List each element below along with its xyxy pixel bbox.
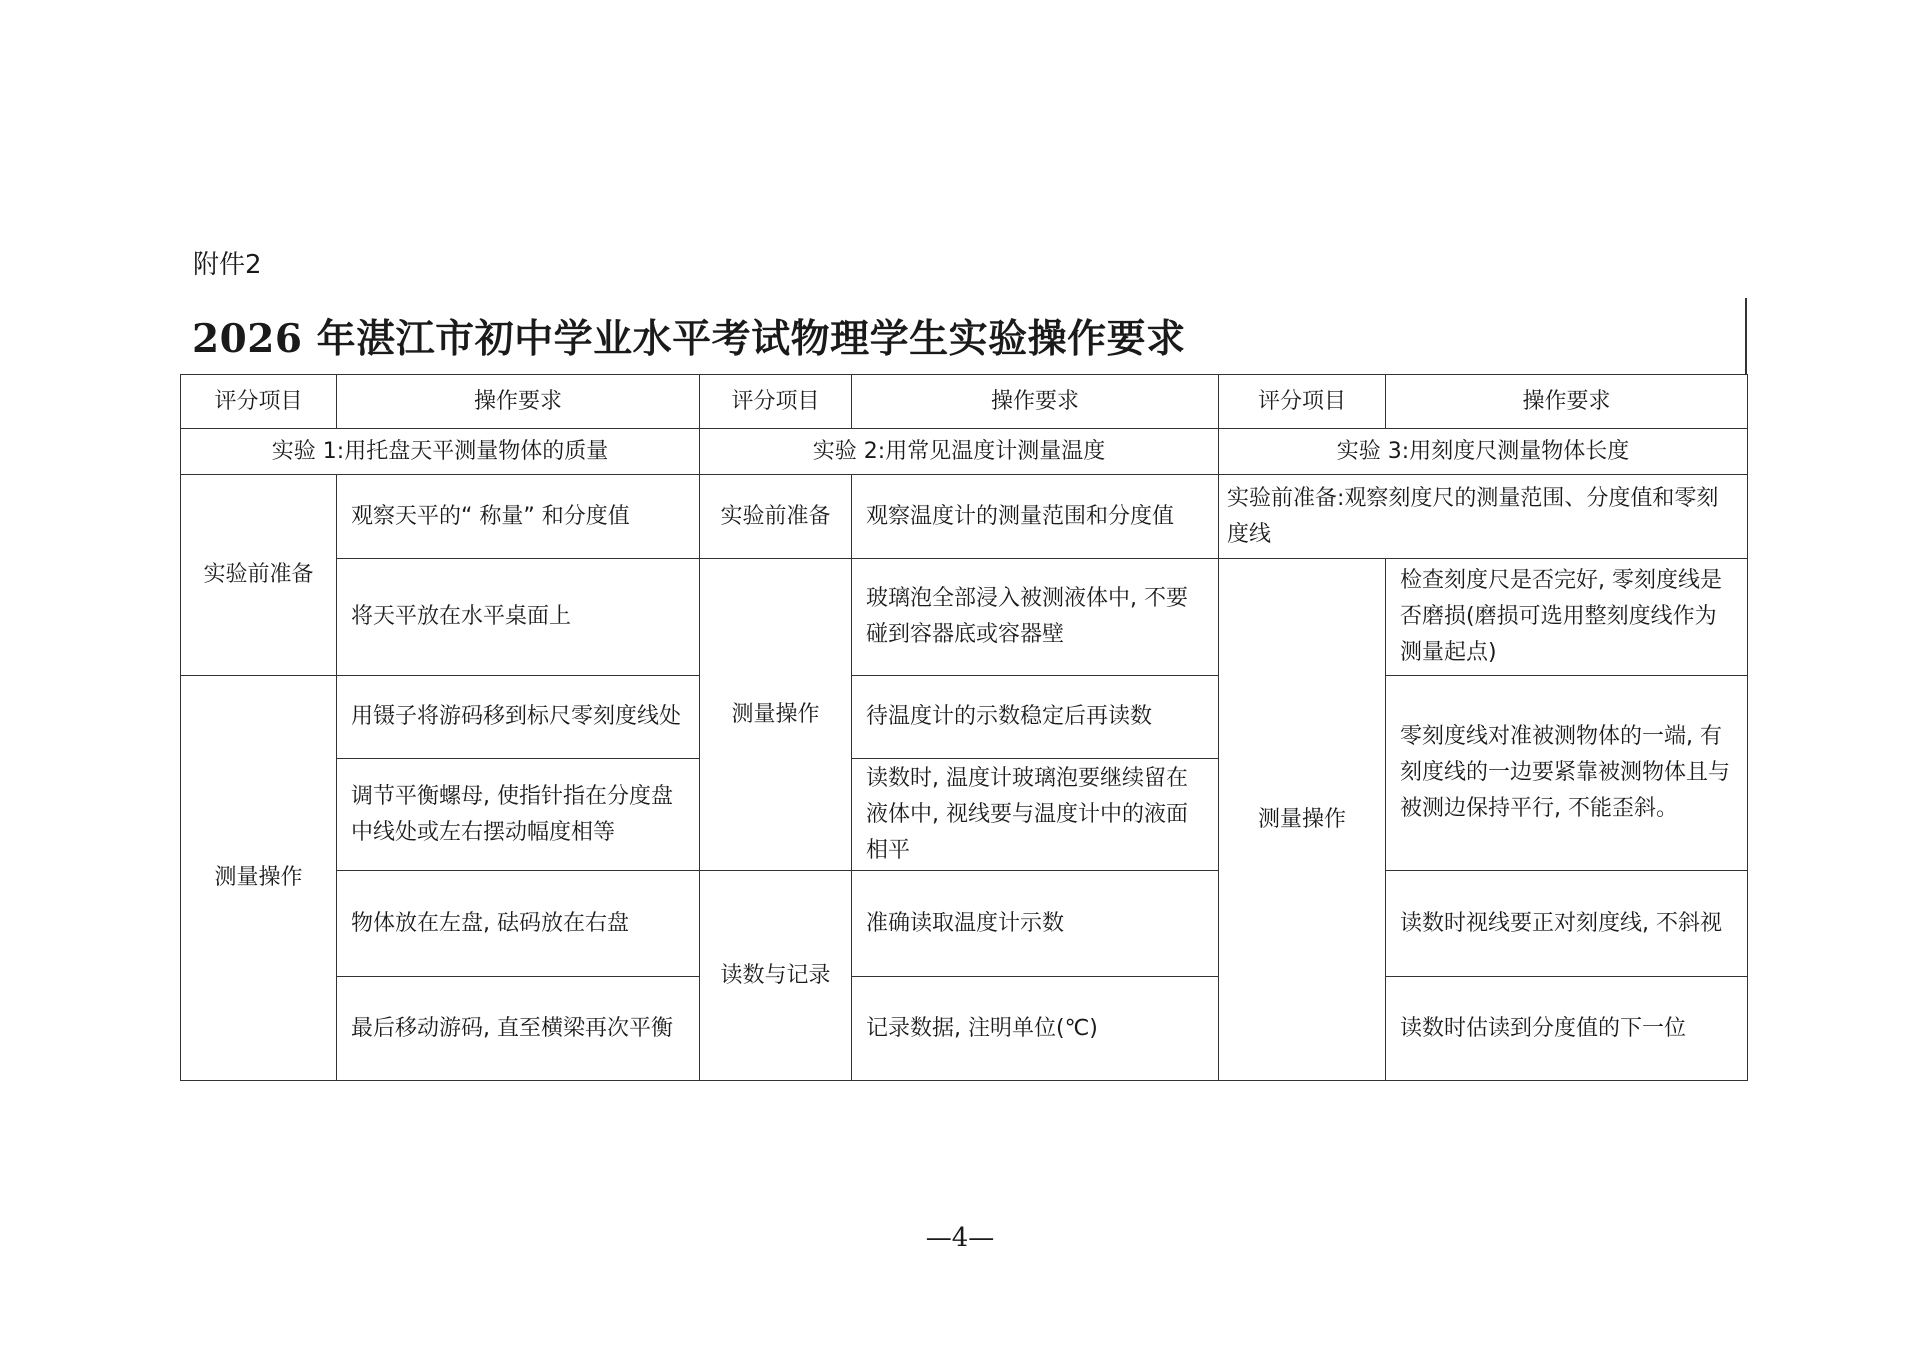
exp1-req-5: 物体放在左盘, 砝码放在右盘 <box>337 871 700 977</box>
exp2-req-4: 读数时, 温度计玻璃泡要继续留在液体中, 视线要与温度计中的液面相平 <box>852 759 1219 871</box>
page-number: —4— <box>925 1223 995 1253</box>
exp1-measure-label: 测量操作 <box>181 676 337 1081</box>
exp1-prep-label: 实验前准备 <box>181 475 337 676</box>
table-row <box>181 559 1748 676</box>
experiment-3-title: 实验 3:用刻度尺测量物体长度 <box>1219 429 1748 475</box>
exp3-prep: 实验前准备:观察刻度尺的测量范围、分度值和零刻度线 <box>1219 475 1748 559</box>
exp3-req-4: 读数时估读到分度值的下一位 <box>1386 977 1748 1081</box>
exp3-req-2: 零刻度线对准被测物体的一端, 有刻度线的一边要紧靠被测物体且与被测边保持平行, 不能歪斜。 <box>1386 676 1748 871</box>
header-operation-req: 操作要求 <box>1386 375 1748 429</box>
exp2-measure-label: 测量操作 <box>700 559 852 871</box>
exp3-measure-label: 测量操作 <box>1219 559 1386 1081</box>
exp2-prep-label: 实验前准备 <box>700 475 852 559</box>
exp1-req-1: 观察天平的“ 称量” 和分度值 <box>337 475 700 559</box>
header-scoring-item: 评分项目 <box>700 375 852 429</box>
exp2-req-1: 观察温度计的测量范围和分度值 <box>852 475 1219 559</box>
exp1-req-6: 最后移动游码, 直至横梁再次平衡 <box>337 977 700 1081</box>
table-row <box>181 871 1748 977</box>
header-operation-req: 操作要求 <box>852 375 1219 429</box>
exp1-req-4: 调节平衡螺母, 使指针指在分度盘中线处或左右摆动幅度相等 <box>337 759 700 871</box>
header-operation-req: 操作要求 <box>337 375 700 429</box>
requirements-table <box>180 374 1748 1081</box>
table-row <box>181 676 1748 759</box>
exp1-req-3: 用镊子将游码移到标尺零刻度线处 <box>337 676 700 759</box>
table-row <box>181 977 1748 1081</box>
header-scoring-item: 评分项目 <box>181 375 337 429</box>
experiment-2-title: 实验 2:用常见温度计测量温度 <box>700 429 1219 475</box>
exp2-req-2: 玻璃泡全部浸入被测液体中, 不要碰到容器底或容器壁 <box>852 559 1219 676</box>
table-row <box>181 475 1748 559</box>
exp2-req-6: 记录数据, 注明单位(℃) <box>852 977 1219 1081</box>
exp1-req-2: 将天平放在水平桌面上 <box>337 559 700 676</box>
table-header-row <box>181 375 1748 429</box>
exp3-req-3: 读数时视线要正对刻度线, 不斜视 <box>1386 871 1748 977</box>
attachment-label: 附件2 <box>193 250 262 280</box>
experiment-title-row <box>181 429 1748 475</box>
exp2-req-3: 待温度计的示数稳定后再读数 <box>852 676 1219 759</box>
experiment-1-title: 实验 1:用托盘天平测量物体的质量 <box>181 429 700 475</box>
exp2-req-5: 准确读取温度计示数 <box>852 871 1219 977</box>
exp3-req-1: 检查刻度尺是否完好, 零刻度线是否磨损(磨损可选用整刻度线作为测量起点) <box>1386 559 1748 676</box>
document-title: 2026 年湛江市初中学业水平考试物理学生实验操作要求 <box>192 316 1186 362</box>
exp2-record-label: 读数与记录 <box>700 871 852 1081</box>
header-scoring-item: 评分项目 <box>1219 375 1386 429</box>
